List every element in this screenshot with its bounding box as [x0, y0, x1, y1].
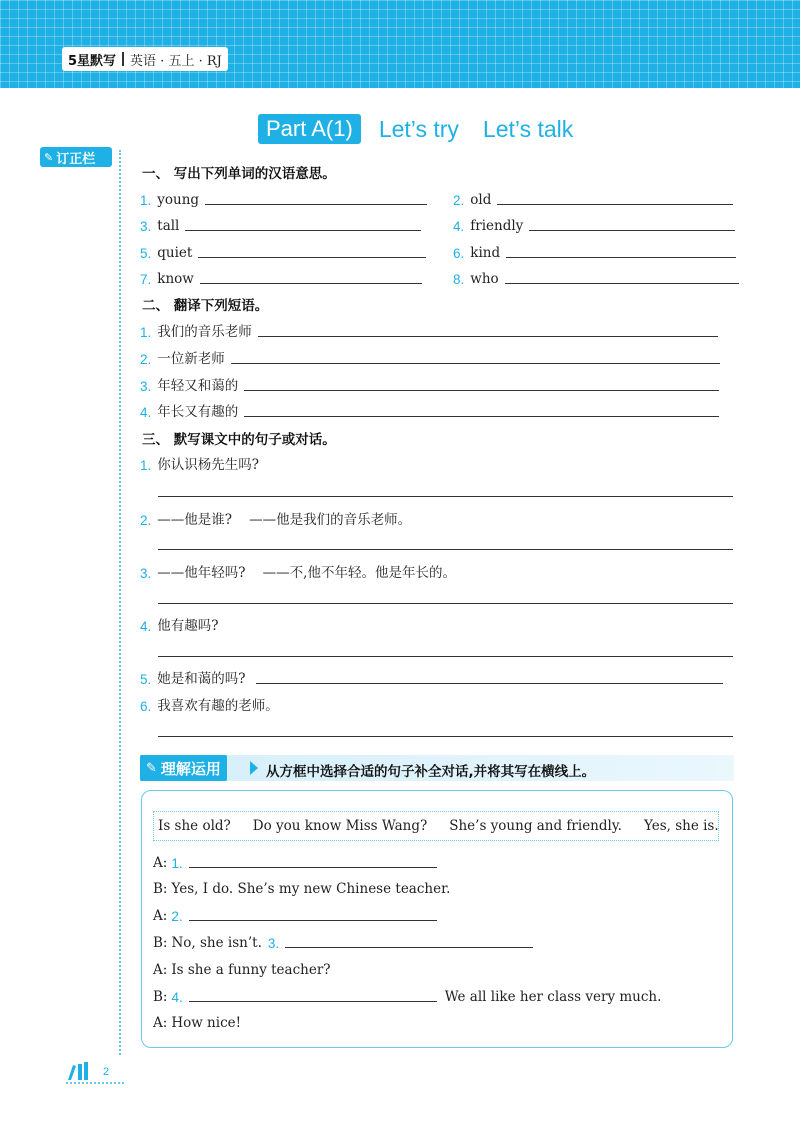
dialog-line: A: 1.	[153, 851, 437, 871]
dialog-line: A: Is she a funny teacher?	[153, 962, 331, 978]
option-item: Do you know Miss Wang?	[252, 818, 428, 834]
answer-line[interactable]	[189, 867, 437, 868]
margin-divider	[119, 150, 121, 1055]
answer-line[interactable]	[158, 549, 733, 550]
word-item: 5. quiet	[140, 241, 426, 261]
page-number: 2	[103, 1066, 110, 1078]
section3-heading: 三、 默写课文中的句子或对话。	[142, 432, 336, 448]
option-item: She’s young and friendly.	[449, 818, 622, 834]
sentence-item: 3. ——他年轻吗? ——不,他不年轻。他是年长的。	[140, 565, 456, 581]
pencil-icon: ✎	[44, 150, 54, 164]
notebook-icon: ✎	[146, 760, 157, 776]
option-item: Yes, she is.	[643, 818, 719, 834]
answer-line[interactable]	[189, 920, 437, 921]
dialog-line: A: 2.	[153, 904, 437, 924]
dialog-line: A: How nice!	[153, 1015, 242, 1031]
options-box	[153, 811, 719, 841]
answer-line[interactable]	[158, 736, 733, 737]
answer-line[interactable]	[529, 230, 735, 231]
brand-label	[62, 47, 228, 71]
word-item: 1. young	[140, 188, 427, 208]
footer-divider	[66, 1082, 124, 1084]
answer-line[interactable]	[158, 496, 733, 497]
arrow-icon	[250, 761, 258, 775]
section1-heading: 一、 写出下列单词的汉语意思。	[142, 166, 336, 182]
answer-line[interactable]	[497, 204, 733, 205]
part-label: Part A(1)	[258, 114, 361, 144]
sentence-item: 6. 我喜欢有趣的老师。	[140, 698, 279, 714]
answer-line[interactable]	[158, 603, 733, 604]
phrase-item: 1. 我们的音乐老师	[140, 320, 718, 340]
sentence-item: 5. 她是和蔼的吗?	[140, 667, 723, 687]
usage-instruction: 从方框中选择合适的句子补全对话,并将其写在横线上。	[266, 764, 596, 780]
word-item: 4. friendly	[453, 214, 735, 234]
usage-banner	[140, 755, 734, 781]
answer-line[interactable]	[158, 656, 733, 657]
header-banner	[0, 0, 800, 88]
word-item: 6. kind	[453, 241, 736, 261]
answer-line[interactable]	[258, 336, 718, 337]
dialog-line: B: No, she isn’t. 3.	[153, 931, 533, 951]
answer-line[interactable]	[200, 283, 422, 284]
phrase-item: 4. 年长又有趣的	[140, 400, 719, 420]
answer-line[interactable]	[256, 683, 723, 684]
answer-line[interactable]	[285, 947, 533, 948]
page-title	[258, 114, 573, 144]
lesson-talk: Let’s talk	[482, 115, 574, 142]
answer-line[interactable]	[198, 257, 426, 258]
brand-name: 5星默写	[68, 53, 117, 69]
answer-line[interactable]	[205, 204, 427, 205]
sentence-item: 4. 他有趣吗?	[140, 618, 219, 634]
answer-line[interactable]	[244, 416, 719, 417]
dialog-line: B: 4. We all like her class very much.	[153, 989, 662, 1005]
answer-line[interactable]	[244, 390, 719, 391]
brand-subtitle: 英语 · 五上 · RJ	[130, 53, 222, 69]
dialog-line: B: Yes, I do. She’s my new Chinese teacher.	[153, 881, 451, 897]
section2-heading: 二、 翻译下列短语。	[142, 298, 269, 314]
books-icon	[66, 1062, 94, 1080]
correction-column-label: ✎ 订正栏	[40, 147, 112, 167]
brand-divider	[122, 52, 124, 66]
word-item: 2. old	[453, 188, 733, 208]
phrase-item: 2. 一位新老师	[140, 347, 720, 367]
word-item: 7. know	[140, 267, 422, 287]
phrase-item: 3. 年轻又和蔼的	[140, 374, 719, 394]
lesson-try: Let’s try	[378, 115, 459, 142]
option-item: Is she old?	[158, 818, 231, 834]
answer-line[interactable]	[231, 363, 720, 364]
word-item: 8. who	[453, 267, 739, 287]
word-item: 3. tall	[140, 214, 421, 234]
answer-line[interactable]	[189, 1001, 437, 1002]
answer-line[interactable]	[506, 257, 736, 258]
sentence-item: 1. 你认识杨先生吗?	[140, 457, 260, 473]
sentence-item: 2. ——他是谁? ——他是我们的音乐老师。	[140, 512, 412, 528]
answer-line[interactable]	[185, 230, 421, 231]
usage-tag: ✎ 理解运用	[140, 755, 227, 781]
answer-line[interactable]	[505, 283, 739, 284]
